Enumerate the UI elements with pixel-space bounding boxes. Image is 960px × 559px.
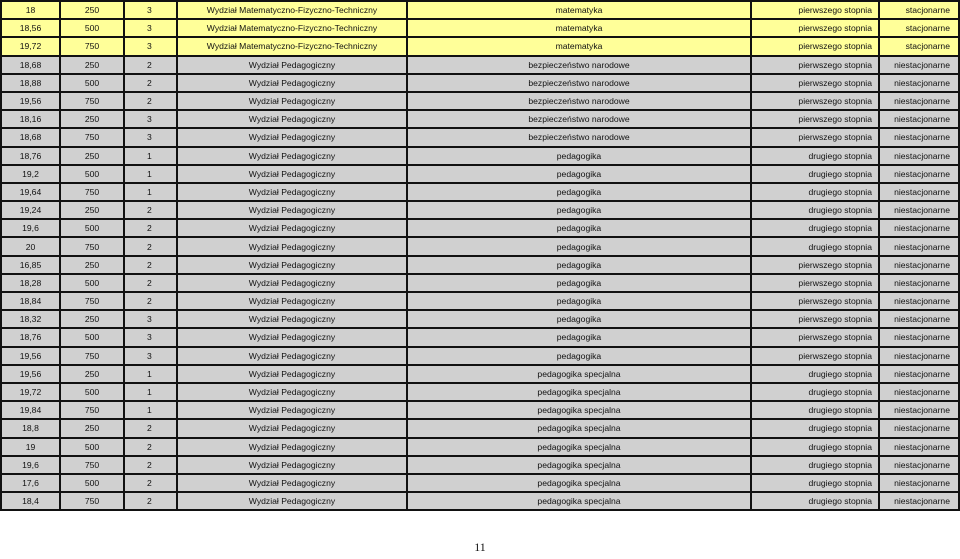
degree-level-cell: pierwszego stopnia [752, 129, 880, 145]
tier-cell: 1 [125, 166, 178, 182]
degree-level-cell: pierwszego stopnia [752, 57, 880, 73]
score-cell: 16,85 [2, 257, 61, 273]
faculty-cell: Wydział Pedagogiczny [178, 402, 408, 418]
study-mode-cell: niestacjonarne [880, 111, 960, 127]
fee-cell: 750 [61, 184, 125, 200]
faculty-cell: Wydział Pedagogiczny [178, 348, 408, 364]
field-of-study-cell: bezpieczeństwo narodowe [408, 111, 752, 127]
tier-cell: 3 [125, 129, 178, 145]
tier-cell: 2 [125, 420, 178, 436]
faculty-cell: Wydział Pedagogiczny [178, 420, 408, 436]
field-of-study-cell: bezpieczeństwo narodowe [408, 75, 752, 91]
faculty-cell: Wydział Pedagogiczny [178, 293, 408, 309]
study-mode-cell: niestacjonarne [880, 275, 960, 291]
field-of-study-cell: pedagogika [408, 220, 752, 236]
degree-level-cell: drugiego stopnia [752, 148, 880, 164]
table-row [2, 93, 960, 111]
faculty-cell: Wydział Pedagogiczny [178, 202, 408, 218]
faculty-cell: Wydział Matematyczno-Fizyczno-Techniczny [178, 38, 408, 54]
tier-cell: 3 [125, 311, 178, 327]
table-row [2, 184, 960, 202]
field-of-study-cell: pedagogika specjalna [408, 439, 752, 455]
fee-cell: 250 [61, 57, 125, 73]
fee-cell: 250 [61, 257, 125, 273]
tier-cell: 2 [125, 493, 178, 509]
tier-cell: 2 [125, 275, 178, 291]
faculty-cell: Wydział Pedagogiczny [178, 220, 408, 236]
faculty-cell: Wydział Pedagogiczny [178, 475, 408, 491]
degree-level-cell: pierwszego stopnia [752, 93, 880, 109]
faculty-cell: Wydział Pedagogiczny [178, 275, 408, 291]
fee-cell: 250 [61, 148, 125, 164]
field-of-study-cell: pedagogika specjalna [408, 420, 752, 436]
fee-cell: 500 [61, 20, 125, 36]
fee-cell: 500 [61, 475, 125, 491]
faculty-cell: Wydział Pedagogiczny [178, 238, 408, 254]
tier-cell: 3 [125, 111, 178, 127]
faculty-cell: Wydział Matematyczno-Fizyczno-Techniczny [178, 2, 408, 18]
score-cell: 18,84 [2, 293, 61, 309]
study-mode-cell: niestacjonarne [880, 366, 960, 382]
table-row [2, 475, 960, 493]
score-cell: 19,56 [2, 348, 61, 364]
score-cell: 18,4 [2, 493, 61, 509]
score-cell: 18,8 [2, 420, 61, 436]
faculty-cell: Wydział Pedagogiczny [178, 384, 408, 400]
degree-level-cell: drugiego stopnia [752, 439, 880, 455]
field-of-study-cell: pedagogika [408, 238, 752, 254]
tier-cell: 3 [125, 329, 178, 345]
field-of-study-cell: matematyka [408, 20, 752, 36]
study-mode-cell: niestacjonarne [880, 457, 960, 473]
degree-level-cell: drugiego stopnia [752, 238, 880, 254]
field-of-study-cell: bezpieczeństwo narodowe [408, 129, 752, 145]
faculty-cell: Wydział Pedagogiczny [178, 166, 408, 182]
fee-cell: 500 [61, 275, 125, 291]
faculty-cell: Wydział Pedagogiczny [178, 493, 408, 509]
study-mode-cell: niestacjonarne [880, 257, 960, 273]
table-row [2, 384, 960, 402]
degree-level-cell: drugiego stopnia [752, 457, 880, 473]
tier-cell: 2 [125, 238, 178, 254]
tier-cell: 3 [125, 348, 178, 364]
study-mode-cell: niestacjonarne [880, 238, 960, 254]
score-cell: 18,32 [2, 311, 61, 327]
table-row [2, 111, 960, 129]
tier-cell: 2 [125, 57, 178, 73]
degree-level-cell: pierwszego stopnia [752, 257, 880, 273]
fee-cell: 500 [61, 166, 125, 182]
study-mode-cell: niestacjonarne [880, 348, 960, 364]
study-mode-cell: stacjonarne [880, 38, 960, 54]
degree-level-cell: drugiego stopnia [752, 493, 880, 509]
field-of-study-cell: pedagogika [408, 348, 752, 364]
tier-cell: 2 [125, 457, 178, 473]
degree-level-cell: pierwszego stopnia [752, 311, 880, 327]
fee-cell: 250 [61, 420, 125, 436]
degree-level-cell: drugiego stopnia [752, 166, 880, 182]
fee-cell: 250 [61, 202, 125, 218]
study-mode-cell: niestacjonarne [880, 493, 960, 509]
study-mode-cell: stacjonarne [880, 20, 960, 36]
field-of-study-cell: pedagogika [408, 184, 752, 200]
degree-level-cell: drugiego stopnia [752, 202, 880, 218]
table-row [2, 420, 960, 438]
table-row [2, 257, 960, 275]
fee-cell: 250 [61, 2, 125, 18]
tier-cell: 2 [125, 475, 178, 491]
study-mode-cell: niestacjonarne [880, 75, 960, 91]
score-cell: 19,24 [2, 202, 61, 218]
fee-cell: 750 [61, 93, 125, 109]
degree-level-cell: pierwszego stopnia [752, 111, 880, 127]
table-row [2, 2, 960, 20]
score-cell: 18,56 [2, 20, 61, 36]
field-of-study-cell: matematyka [408, 38, 752, 54]
field-of-study-cell: pedagogika [408, 329, 752, 345]
table-row [2, 238, 960, 256]
score-cell: 18,76 [2, 148, 61, 164]
score-cell: 18 [2, 2, 61, 18]
score-cell: 18,16 [2, 111, 61, 127]
fee-cell: 750 [61, 402, 125, 418]
study-mode-cell: stacjonarne [880, 2, 960, 18]
field-of-study-cell: pedagogika specjalna [408, 457, 752, 473]
table-row [2, 166, 960, 184]
degree-level-cell: pierwszego stopnia [752, 20, 880, 36]
study-mode-cell: niestacjonarne [880, 402, 960, 418]
study-mode-cell: niestacjonarne [880, 329, 960, 345]
faculty-cell: Wydział Pedagogiczny [178, 129, 408, 145]
score-cell: 19,72 [2, 38, 61, 54]
study-mode-cell: niestacjonarne [880, 220, 960, 236]
fee-cell: 250 [61, 311, 125, 327]
tier-cell: 2 [125, 257, 178, 273]
table-row [2, 311, 960, 329]
degree-level-cell: drugiego stopnia [752, 366, 880, 382]
degree-level-cell: drugiego stopnia [752, 220, 880, 236]
study-mode-cell: niestacjonarne [880, 129, 960, 145]
degree-level-cell: drugiego stopnia [752, 475, 880, 491]
fee-cell: 750 [61, 238, 125, 254]
field-of-study-cell: bezpieczeństwo narodowe [408, 57, 752, 73]
faculty-cell: Wydział Pedagogiczny [178, 111, 408, 127]
field-of-study-cell: pedagogika [408, 311, 752, 327]
table-row [2, 366, 960, 384]
table-row [2, 329, 960, 347]
field-of-study-cell: bezpieczeństwo narodowe [408, 93, 752, 109]
tier-cell: 2 [125, 75, 178, 91]
degree-level-cell: pierwszego stopnia [752, 38, 880, 54]
page-number: 11 [474, 540, 486, 554]
table-row [2, 57, 960, 75]
table-row [2, 38, 960, 56]
score-cell: 19 [2, 439, 61, 455]
score-cell: 18,28 [2, 275, 61, 291]
score-cell: 18,88 [2, 75, 61, 91]
field-of-study-cell: pedagogika [408, 275, 752, 291]
field-of-study-cell: pedagogika [408, 202, 752, 218]
study-mode-cell: niestacjonarne [880, 202, 960, 218]
study-mode-cell: niestacjonarne [880, 311, 960, 327]
score-cell: 19,56 [2, 93, 61, 109]
field-of-study-cell: pedagogika [408, 166, 752, 182]
tier-cell: 2 [125, 439, 178, 455]
table-row [2, 275, 960, 293]
field-of-study-cell: pedagogika specjalna [408, 366, 752, 382]
fee-cell: 500 [61, 329, 125, 345]
fee-cell: 750 [61, 457, 125, 473]
score-cell: 19,56 [2, 366, 61, 382]
faculty-cell: Wydział Pedagogiczny [178, 257, 408, 273]
faculty-cell: Wydział Pedagogiczny [178, 366, 408, 382]
tier-cell: 1 [125, 402, 178, 418]
table-row [2, 493, 960, 511]
faculty-cell: Wydział Pedagogiczny [178, 439, 408, 455]
table-row [2, 129, 960, 147]
tier-cell: 1 [125, 384, 178, 400]
tier-cell: 3 [125, 38, 178, 54]
score-cell: 17,6 [2, 475, 61, 491]
table-row [2, 20, 960, 38]
table-row [2, 75, 960, 93]
score-cell: 19,6 [2, 457, 61, 473]
study-mode-cell: niestacjonarne [880, 57, 960, 73]
faculty-cell: Wydział Pedagogiczny [178, 311, 408, 327]
score-cell: 19,72 [2, 384, 61, 400]
table-row [2, 220, 960, 238]
table-row [2, 402, 960, 420]
field-of-study-cell: pedagogika [408, 257, 752, 273]
table-row [2, 457, 960, 475]
tier-cell: 1 [125, 148, 178, 164]
fee-cell: 750 [61, 129, 125, 145]
faculty-cell: Wydział Pedagogiczny [178, 148, 408, 164]
score-cell: 18,76 [2, 329, 61, 345]
degree-level-cell: pierwszego stopnia [752, 75, 880, 91]
faculty-cell: Wydział Pedagogiczny [178, 184, 408, 200]
study-mode-cell: niestacjonarne [880, 384, 960, 400]
table-row [2, 293, 960, 311]
field-of-study-cell: pedagogika [408, 293, 752, 309]
faculty-cell: Wydział Pedagogiczny [178, 93, 408, 109]
faculty-cell: Wydział Matematyczno-Fizyczno-Techniczny [178, 20, 408, 36]
study-mode-cell: niestacjonarne [880, 475, 960, 491]
fee-cell: 750 [61, 293, 125, 309]
degree-level-cell: pierwszego stopnia [752, 329, 880, 345]
fee-cell: 750 [61, 493, 125, 509]
score-cell: 19,2 [2, 166, 61, 182]
tier-cell: 1 [125, 184, 178, 200]
field-of-study-cell: pedagogika [408, 148, 752, 164]
fee-cell: 500 [61, 439, 125, 455]
study-mode-cell: niestacjonarne [880, 166, 960, 182]
degree-level-cell: drugiego stopnia [752, 420, 880, 436]
table-row [2, 202, 960, 220]
field-of-study-cell: matematyka [408, 2, 752, 18]
degree-level-cell: drugiego stopnia [752, 384, 880, 400]
field-of-study-cell: pedagogika specjalna [408, 493, 752, 509]
study-mode-cell: niestacjonarne [880, 420, 960, 436]
degree-level-cell: pierwszego stopnia [752, 2, 880, 18]
tier-cell: 2 [125, 202, 178, 218]
table-row [2, 348, 960, 366]
faculty-cell: Wydział Pedagogiczny [178, 57, 408, 73]
fee-cell: 250 [61, 111, 125, 127]
degree-level-cell: pierwszego stopnia [752, 348, 880, 364]
fee-cell: 500 [61, 384, 125, 400]
degree-level-cell: drugiego stopnia [752, 402, 880, 418]
field-of-study-cell: pedagogika specjalna [408, 384, 752, 400]
degree-level-cell: pierwszego stopnia [752, 275, 880, 291]
score-cell: 19,64 [2, 184, 61, 200]
faculty-cell: Wydział Pedagogiczny [178, 75, 408, 91]
fee-cell: 500 [61, 220, 125, 236]
score-cell: 20 [2, 238, 61, 254]
table-row [2, 148, 960, 166]
tier-cell: 2 [125, 93, 178, 109]
fee-cell: 750 [61, 38, 125, 54]
tier-cell: 3 [125, 2, 178, 18]
study-mode-cell: niestacjonarne [880, 148, 960, 164]
table-row [2, 439, 960, 457]
score-cell: 18,68 [2, 57, 61, 73]
degree-level-cell: pierwszego stopnia [752, 293, 880, 309]
tier-cell: 3 [125, 20, 178, 36]
study-mode-cell: niestacjonarne [880, 293, 960, 309]
fee-cell: 500 [61, 75, 125, 91]
fee-cell: 750 [61, 348, 125, 364]
field-of-study-cell: pedagogika specjalna [408, 402, 752, 418]
tier-cell: 1 [125, 366, 178, 382]
study-mode-cell: niestacjonarne [880, 184, 960, 200]
score-cell: 19,6 [2, 220, 61, 236]
study-mode-cell: niestacjonarne [880, 439, 960, 455]
field-of-study-cell: pedagogika specjalna [408, 475, 752, 491]
fee-cell: 250 [61, 366, 125, 382]
faculty-cell: Wydział Pedagogiczny [178, 457, 408, 473]
score-cell: 18,68 [2, 129, 61, 145]
score-cell: 19,84 [2, 402, 61, 418]
study-mode-cell: niestacjonarne [880, 93, 960, 109]
faculty-cell: Wydział Pedagogiczny [178, 329, 408, 345]
degree-level-cell: drugiego stopnia [752, 184, 880, 200]
tier-cell: 2 [125, 293, 178, 309]
tier-cell: 2 [125, 220, 178, 236]
